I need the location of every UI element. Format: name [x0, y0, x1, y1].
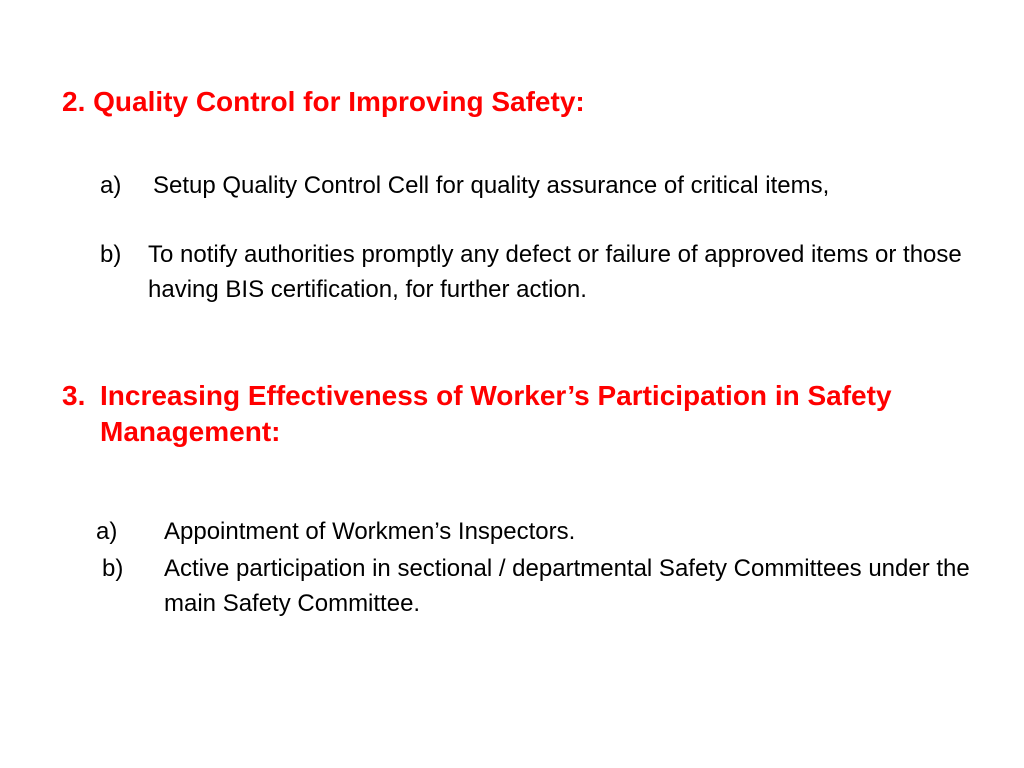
section-3-item-b-text: Active participation in sectional / departmental Safety Committees under the main Safety Committee. — [164, 555, 970, 617]
section-3-heading — [62, 378, 1002, 450]
section-3-number: 3. — [62, 380, 86, 411]
section-2-number: 2. — [62, 86, 86, 117]
section-3-item-a-marker: a) — [96, 518, 118, 545]
section-2-item-a — [100, 168, 980, 203]
section-2-item-b — [100, 237, 980, 307]
section-2-item-a-text: Setup Quality Control Cell for quality assurance of critical items, — [153, 172, 830, 199]
section-2-heading — [62, 84, 962, 120]
section-2-item-b-marker: b) — [100, 241, 122, 268]
section-2-item-a-marker: a) — [100, 172, 122, 199]
section-3-item-a-text: Appointment of Workmen’s Inspectors. — [164, 518, 576, 545]
section-3-item-b-marker: b) — [102, 555, 124, 582]
section-2-title: Quality Control for Improving Safety: — [93, 86, 585, 117]
section-3-item-b — [102, 551, 982, 621]
section-2-item-b-text: To notify authorities promptly any defect or failure of approved items or those having BIS certification, for further action. — [148, 241, 962, 303]
section-3-title: Increasing Effectiveness of Worker’s Participation in Safety Management: — [100, 380, 892, 447]
section-3-item-a — [96, 514, 976, 549]
